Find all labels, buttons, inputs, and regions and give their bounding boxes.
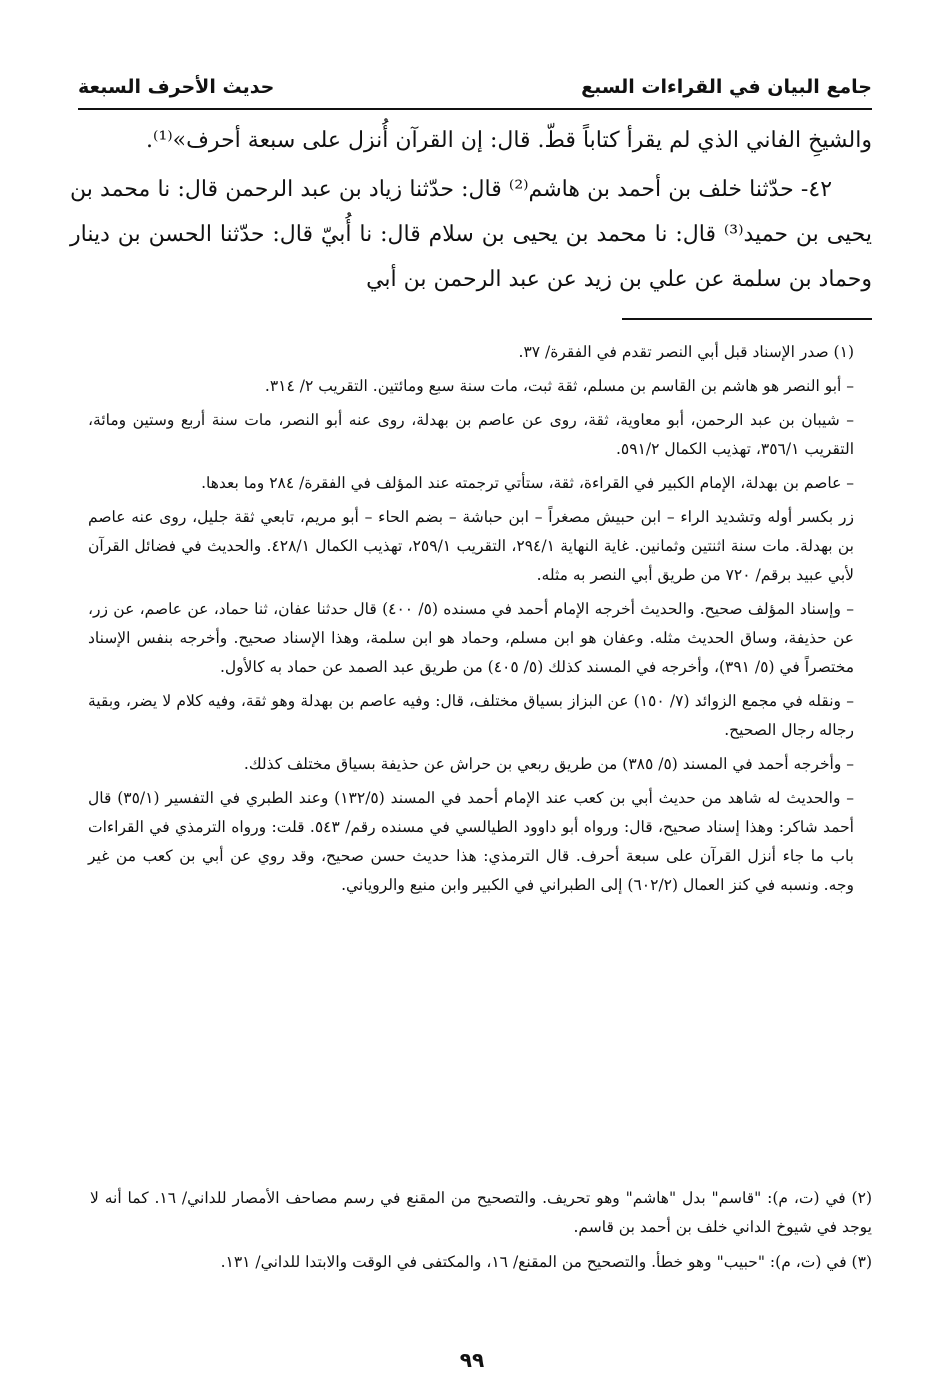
- footnote-3: (٣) في (ت، م): "حبيب" وهو خطأ. والتصحيح من المقنع/ ١٦، والمكتفى في الوقت والابتدا للداني/ ١٣١.: [220, 1253, 872, 1271]
- main-paragraph: ٤٢- حدّثنا خلف بن أحمد بن هاشم⁽²⁾ قال: حدّثنا زياد بن عبد الرحمن قال: نا محمد بن يحيى بن حميد⁽³⁾ قال: نا محمد بن يحيى بن سلام قال: نا أُبيّ قال: حدّثنا الحسن بن دينار وحماد بن سلمة عن علي بن زيد عن عبد الرحمن بن أبي: [70, 177, 872, 292]
- page-number: ٩٩: [459, 1348, 485, 1372]
- book-title: جامع البيان في القراءات السبع: [581, 76, 872, 98]
- footnote-paragraph: – وإسناد المؤلف صحيح. والحديث أخرجه الإمام أحمد في مسنده (٥/ ٤٠٠) قال حدثنا عفان، ثنا حماد، عن عاصم، عن زر، عن حذيفة، وساق الحديث مثله. وعفان هو ابن مسلم، وحماد هو ابن سلمة، وهذا الإسناد صحيح. وأخرجه بنفس الإسناد مختصراً في (٥/ ٣٩١)، وأخرجه في المسند كذلك (٥/ ٤٠٥) من طريق عبد الصمد عن حماد به كالأول.: [88, 600, 854, 676]
- footnote-1-block: [88, 338, 854, 905]
- chapter-title: حديث الأحرف السبعة: [78, 76, 275, 98]
- footnote-paragraph: – أبو النصر هو هاشم بن القاسم بن مسلم، ثقة ثبت، مات سنة سبع ومائتين. التقريب ٢/ ٣١٤.: [264, 377, 854, 395]
- running-header: [78, 70, 872, 110]
- footnote-paragraph: – عاصم بن بهدلة، الإمام الكبير في القراءة، ثقة، ستأتي ترجمته عند المؤلف في الفقرة/ ٢٨٤ وما بعدها.: [201, 474, 854, 492]
- main-paragraph: والشيخِ الفاني الذي لم يقرأ كتاباً قطّ. قال: إن القرآن أُنزل على سبعة أحرف»⁽¹⁾.: [146, 128, 872, 153]
- footnote-2: (٢) في (ت، م): "قاسم" بدل "هاشم" وهو تحريف. والتصحيح من المقنع في رسم مصاحف الأمصار للداني/ ١٦. كما أنه لا يوجد في شيوخ الداني خلف بن أحمد بن قاسم.: [90, 1189, 872, 1236]
- footnotes-2-3-block: [90, 1184, 872, 1283]
- footnote-paragraph: – شيبان بن عبد الرحمن، أبو معاوية، ثقة، روى عن عاصم بن بهدلة، روى عنه أبو النصر، مات سنة أربع وستين ومائة، التقريب ٣٥٦/١، تهذيب الكمال ٥٩١/٢.: [88, 411, 854, 458]
- footnote-paragraph: – ونقله في مجمع الزوائد (٧/ ١٥٠) عن البزاز بسياق مختلف، قال: وفيه عاصم بن بهدلة وهو ثقة، وفيه كلام لا يضر، وبقية رجاله رجال الصحيح.: [88, 692, 854, 739]
- footnote-paragraph: زر بكسر أوله وتشديد الراء – ابن حبيش مصغراً – ابن حباشة – بضم الحاء – أبو مريم، تابعي ثقة جليل، روى عنه عاصم بن بهدلة. مات سنة اثنتين وثمانين. غاية النهاية ٢٩٤/١، التقريب ٢٥٩/١، تهذيب الكمال ٤٢٨/١. والحديث في فضائل القرآن لأبي عبيد برقم/ ٧٢٠ من طريق أبي النصر به مثله.: [88, 508, 854, 584]
- footnote-paragraph: (١) صدر الإسناد قبل أبي النصر تقدم في الفقرة/ ٣٧.: [518, 343, 854, 361]
- main-text: [70, 118, 872, 302]
- footnote-paragraph: – وأخرجه أحمد في المسند (٥/ ٣٨٥) من طريق ربعي بن حراش عن حذيفة بسياق مختلف كذلك.: [243, 755, 854, 773]
- footnote-paragraph: – والحديث له شاهد من حديث أبي بن كعب عند الإمام أحمد في المسند (١٣٢/٥) وعند الطبري في التفسير (٣٥/١) قال أحمد شاكر: وهذا إسناد صحيح، قال: ورواه أبو داوود الطيالسي في مسنده رقم/ ٥٤٣. قلت: ورواه الترمذي في القراءات باب ما جاء أنزل القرآن على سبعة أحرف. قال الترمذي: هذا حديث حسن صحيح، وقد روي عن أبي بن كعب من غير وجه. ونسبه في كنز العمال (٦٠٢/٢) إلى الطبراني في الكبير وابن منيع والروياني.: [88, 789, 855, 894]
- footnote-divider: [622, 318, 872, 320]
